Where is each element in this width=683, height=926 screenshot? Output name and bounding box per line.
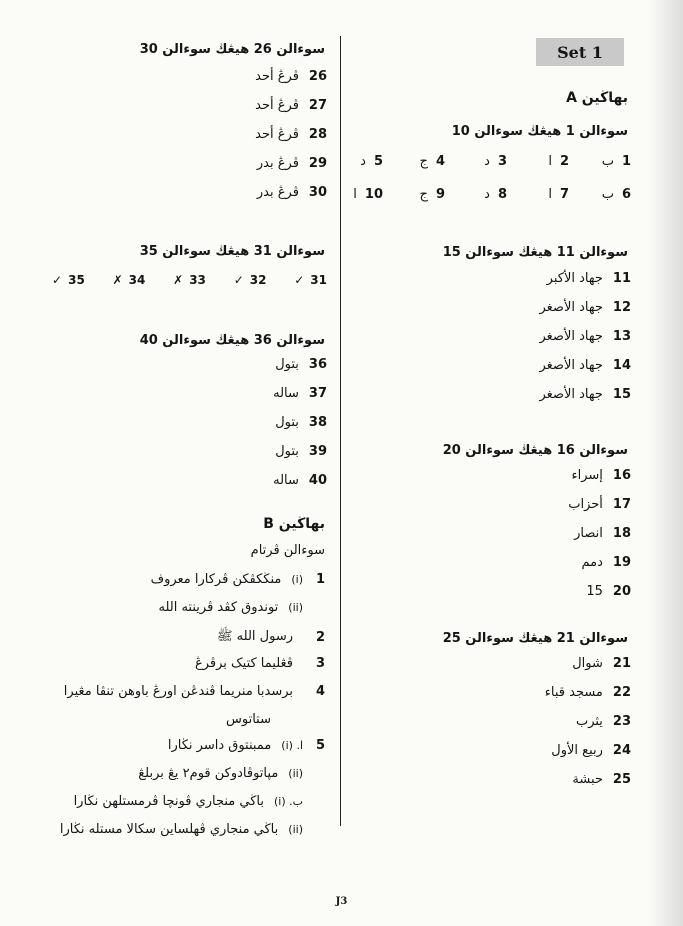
q36-40-title: سوءالن 36 هيڠڬ سوءالن 40 (139, 333, 325, 348)
answer-text: ڤرڠ بدر (256, 185, 299, 200)
answer-text: بتول (275, 415, 299, 430)
answer-list-36-40 (273, 350, 327, 495)
answer-text: ڤرڠ أحد (255, 69, 299, 84)
answer-text: شوال (572, 656, 603, 671)
answer-cell (173, 273, 206, 287)
answer-text: باڬي منجاري ڤونچا ڤرمستلهن نڬارا (73, 794, 264, 809)
question-number: 40 (308, 473, 327, 488)
answer-cell (507, 154, 569, 169)
answer-list-16-20 (568, 461, 631, 606)
question-number: 30 (308, 185, 327, 200)
question-number: 3 (497, 154, 507, 169)
answer-item (273, 437, 327, 466)
answer-text: مسجد قباء (544, 685, 603, 700)
answer-item (545, 678, 631, 707)
sub-label: ب. (i) (274, 795, 303, 808)
question-number: 4 (435, 154, 445, 169)
question-number: 5 (373, 154, 383, 169)
answer-text: إسراء (571, 468, 603, 483)
answer-item (545, 707, 631, 736)
answer-text: جهاد الأصغر (539, 300, 603, 315)
answer-item (273, 466, 327, 495)
part-a-title: بهاڬين A (566, 90, 628, 106)
part-b-line (168, 738, 325, 753)
question-number: 24 (612, 743, 631, 758)
part-b-line (195, 656, 325, 671)
answer-letter: ا (353, 187, 357, 202)
page-edge-shadow (649, 0, 683, 926)
answer-text: ستاتوس (226, 712, 271, 727)
question-number: 32 (249, 273, 267, 287)
question-number: 35 (68, 273, 85, 287)
sub-label: (ii) (288, 823, 303, 836)
answer-item (539, 380, 631, 409)
answer-cell (52, 273, 85, 287)
answer-text: توندوق كڤد ڤرينته الله (158, 600, 279, 615)
answer-text: جهاد الأصغر (539, 329, 603, 344)
answer-cell (569, 187, 631, 202)
answer-list-26-30 (255, 62, 327, 207)
answer-text: ساله (273, 473, 299, 488)
question-number: 6 (621, 187, 631, 202)
answer-item (545, 765, 631, 794)
answer-text: دمم (581, 555, 603, 570)
question-number: 23 (612, 714, 631, 729)
answer-item (539, 264, 631, 293)
question-number: 37 (308, 386, 327, 401)
question-number: 5 (315, 738, 325, 753)
answer-text: باڬي منجاري ڤهلساين سكالا مستله نڬارا (59, 822, 279, 837)
answer-cell (383, 187, 445, 202)
question-number: 31 (310, 273, 327, 287)
part-b-subtitle: سوءالن ڤرتام (250, 543, 325, 558)
answer-text: رسول الله ﷺ (216, 629, 293, 644)
question-number: 25 (612, 772, 631, 787)
part-b-line (226, 712, 303, 727)
question-number: 3 (315, 656, 325, 671)
question-number: 14 (612, 358, 631, 373)
sub-label: (ii) (288, 601, 303, 614)
answer-cell (445, 154, 507, 169)
answer-item (568, 490, 631, 519)
question-number: 33 (189, 273, 206, 287)
q1-10-title: سوءالن 1 هيڠڬ سوءالن 10 (451, 124, 628, 139)
part-b-line (64, 684, 325, 699)
answer-letter: ب (601, 187, 614, 202)
answer-list-11-15 (539, 264, 631, 409)
part-b-line (138, 766, 325, 781)
question-number: 18 (612, 526, 631, 541)
answer-text: انصار (574, 526, 603, 541)
answer-item (539, 322, 631, 351)
answer-item (255, 62, 327, 91)
sub-label: (i) (291, 573, 303, 586)
part-b-line (151, 572, 325, 587)
question-number: 10 (364, 187, 383, 202)
answer-text: بتول (275, 444, 299, 459)
q11-15-title: سوءالن 11 هيڠڬ سوءالن 15 (442, 245, 628, 260)
page-number: J3 (335, 896, 348, 907)
answer-item (255, 91, 327, 120)
answer-item (255, 120, 327, 149)
question-number: 7 (559, 187, 569, 202)
answer-text: ڤرڠ بدر (256, 156, 299, 171)
question-number: 13 (612, 329, 631, 344)
answer-grid-row-1 (321, 154, 631, 169)
answer-letter: ✗ (112, 273, 123, 287)
answer-item (273, 408, 327, 437)
answer-text: يثرب (575, 714, 603, 729)
answer-text: مڽاتوڤادوكن قوم٢ يڠ بربلڠ (138, 766, 279, 781)
answer-letter: ج (419, 154, 428, 169)
answer-letter: ✓ (294, 273, 305, 287)
part-b-line (74, 794, 325, 809)
answer-item (273, 379, 327, 408)
answer-item (568, 548, 631, 577)
answer-letter: ا (548, 154, 552, 169)
question-number: 17 (612, 497, 631, 512)
answer-cell (445, 187, 507, 202)
question-number: 21 (612, 656, 631, 671)
question-number: 8 (497, 187, 507, 202)
answer-cell (383, 154, 445, 169)
answer-cell (113, 273, 146, 287)
answer-letter: ✓ (233, 273, 244, 287)
answer-item (539, 293, 631, 322)
answer-text: ڤڠليما كتيک برڤرڠ (194, 656, 293, 671)
answer-text: ڤرڠ أحد (255, 98, 299, 113)
answer-item (255, 178, 327, 207)
question-number: 2 (315, 630, 325, 645)
question-number: 12 (612, 300, 631, 315)
answer-item (545, 736, 631, 765)
question-number: 34 (128, 273, 146, 287)
answer-letter: د (484, 154, 490, 169)
question-number: 9 (435, 187, 445, 202)
answer-item (568, 577, 631, 606)
question-number: 11 (612, 271, 631, 286)
answer-text: جهاد الأصغر (539, 387, 603, 402)
answer-item (568, 461, 631, 490)
answer-text: برسدبا منريما ڤندڠن اورڠ باوهن تنڤا مڠيرا (63, 684, 293, 699)
question-number: 19 (612, 555, 631, 570)
answer-item (568, 519, 631, 548)
answer-cell (321, 154, 383, 169)
answer-text: حبشة (572, 772, 603, 787)
answer-text: بتول (275, 357, 299, 372)
answer-item (539, 351, 631, 380)
question-number: 15 (612, 387, 631, 402)
answer-item (545, 649, 631, 678)
question-number: 1 (315, 572, 325, 587)
part-b-line (217, 628, 325, 647)
question-number: 27 (308, 98, 327, 113)
answer-text: ربيع الأول (551, 743, 603, 758)
answer-text: 15 (586, 584, 603, 599)
part-b-title: بهاڬين B (263, 516, 325, 532)
answer-text: أحزاب (568, 497, 603, 512)
question-number: 22 (612, 685, 631, 700)
question-number: 20 (612, 584, 631, 599)
answer-grid-row-2 (321, 187, 631, 202)
question-number: 1 (621, 154, 631, 169)
answer-cell (507, 187, 569, 202)
answer-text: جهاد الأكبر (546, 271, 603, 286)
q26-30-title: سوءالن 26 هيڠڬ سوءالن 30 (139, 42, 325, 57)
answer-cell (321, 187, 383, 202)
part-b-line (158, 600, 325, 615)
answer-item (255, 149, 327, 178)
question-number: 16 (612, 468, 631, 483)
answer-letter: ب (601, 154, 614, 169)
question-number: 4 (315, 684, 325, 699)
answer-letter: ا (548, 187, 552, 202)
answer-cell (294, 273, 327, 287)
answer-cell (569, 154, 631, 169)
answer-cell (234, 273, 267, 287)
answer-text: ساله (273, 386, 299, 401)
answer-letter: د (360, 154, 366, 169)
set-label: Set 1 (536, 38, 624, 66)
sub-label: (ii) (288, 767, 303, 780)
q21-25-title: سوءالن 21 هيڠڬ سوءالن 25 (442, 631, 628, 646)
answer-row-31-35 (52, 273, 327, 287)
answer-letter: د (484, 187, 490, 202)
question-number: 26 (308, 69, 327, 84)
q31-35-title: سوءالن 31 هيڠڬ سوءالن 35 (139, 244, 325, 259)
question-number: 38 (308, 415, 327, 430)
question-number: 2 (559, 154, 569, 169)
question-number: 39 (308, 444, 327, 459)
answer-text: جهاد الأصغر (539, 358, 603, 373)
sub-label: ا. (i) (281, 739, 303, 752)
question-number: 28 (308, 127, 327, 142)
answer-text: منڬكڤكن ڤركارا معروف (150, 572, 282, 587)
answer-item (273, 350, 327, 379)
answer-text: ڤرڠ أحد (255, 127, 299, 142)
answer-text: ممبنتوق داسر نڬارا (167, 738, 272, 753)
part-b-line (60, 822, 325, 837)
q16-20-title: سوءالن 16 هيڠڬ سوءالن 20 (442, 443, 628, 458)
answer-letter: ✓ (52, 273, 63, 287)
answer-list-21-25 (545, 649, 631, 794)
answer-letter: ج (419, 187, 428, 202)
question-number: 29 (308, 156, 327, 171)
question-number: 36 (308, 357, 327, 372)
answer-letter: ✗ (173, 273, 184, 287)
